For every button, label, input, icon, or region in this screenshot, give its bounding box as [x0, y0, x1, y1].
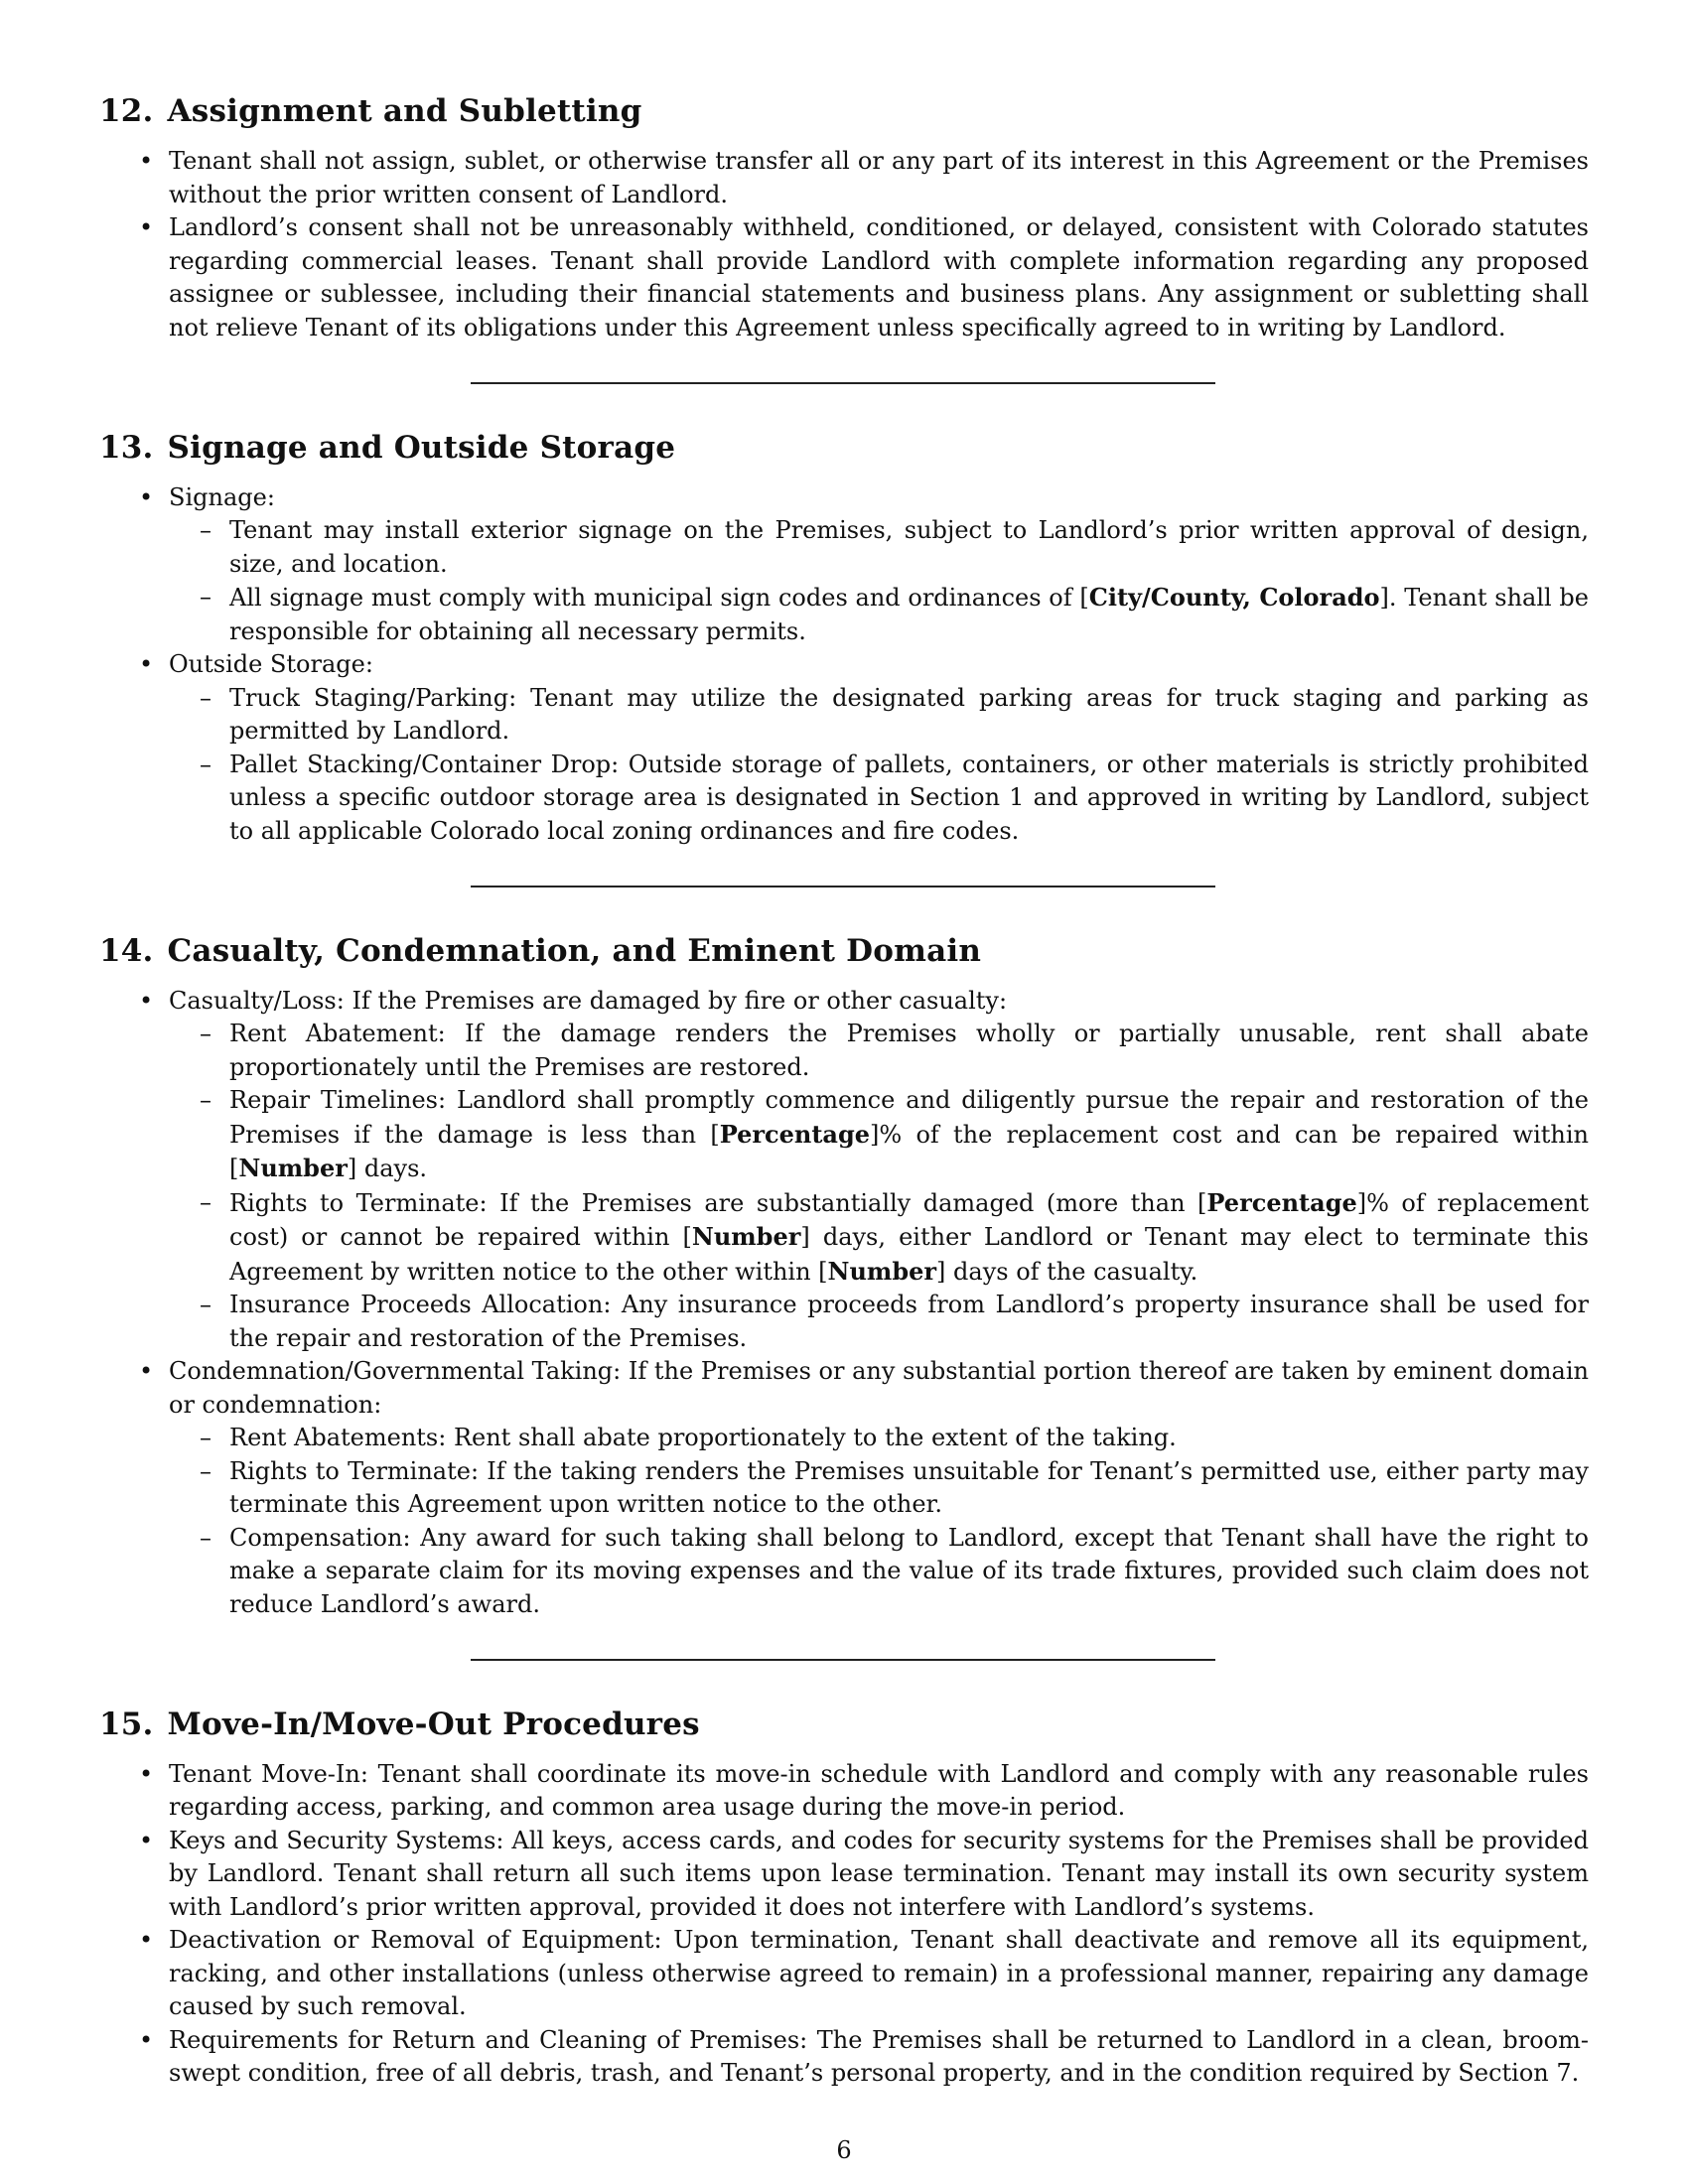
list-item: – Rights to Terminate: If the taking renders the Premises unsuitable for Tenant’s permitted use, either party may terminate this Agreement upon written notice to the other. — [229, 1455, 1589, 1522]
list-item: – Pallet Stacking/Container Drop: Outside storage of pallets, containers, or other materials is strictly prohibited unless a specific outdoor storage area is designated in Section 1 and approved in writing by Landlord, subject to all applicable Colorado local zoning ordinances and fire codes. — [229, 749, 1589, 849]
page-number: 6 — [836, 2136, 852, 2164]
list-item: • Tenant Move-In: Tenant shall coordinate its move-in schedule with Landlord and comply with any reasonable rules regarding access, parking, and common area usage during the move-in period. — [169, 1758, 1589, 1825]
list-item: – All signage must comply with municipal sign codes and ordinances of [City/County, Colorado]. Tenant shall be responsible for obtaining all necessary permits. — [229, 581, 1589, 648]
list-item: – Compensation: Any award for such taking shall belong to Landlord, except that Tenant shall have the right to make a separate claim for its moving expenses and the value of its trade fixtures, provided such claim does not reduce Landlord’s award. — [229, 1522, 1589, 1622]
section-15-heading: 15. Move-In/Move-Out Procedures — [99, 1706, 700, 1742]
section-15-list — [99, 1758, 1589, 2091]
list-item: • Landlord’s consent shall not be unreasonably withheld, conditioned, or delayed, consistent with Colorado statutes regarding commercial leases. Tenant shall provide Landlord with complete information regarding any proposed assignee or sublessee, including their financial statements and business plans. Any assignment or subletting shall not relieve Tenant of its obligations under this Agreement unless specifically agreed to in writing by Landlord. — [169, 211, 1589, 344]
section-divider — [471, 886, 1215, 887]
list-item: – Tenant may install exterior signage on the Premises, subject to Landlord’s prior written approval of design, size, and location. — [229, 514, 1589, 581]
section-14-list — [99, 985, 1589, 1622]
list-item: – Rights to Terminate: If the Premises are substantially damaged (more than [Percentage]% of replacement cost) or cannot be repaired within [Number] days, either Landlord or Tenant may elect to terminate this Agreement by written notice to the other within [Number] days of the casualty. — [229, 1186, 1589, 1290]
list-item: – Rent Abatements: Rent shall abate proportionately to the extent of the taking. — [229, 1422, 1589, 1455]
list-item: • Condemnation/Governmental Taking: If the Premises or any substantial portion thereof are taken by eminent domain or condemnation: – Rent Abatements: Rent shall abate proportionately to the extent of the taking. – Rights to Terminate: If the taking renders the Premises unsuitable for Tenant’s permitted use, either party may terminate this Agreement upon written notice to the other. – Compensation: Any award for such taking shall belong to Landlord, except that Tenant shall have the right to make a separate claim for its moving expenses and the value of its trade fixtures, provided such claim does not reduce Landlord’s award. — [169, 1355, 1589, 1621]
list-item: • Keys and Security Systems: All keys, access cards, and codes for security systems for the Premises shall be provided by Landlord. Tenant shall return all such items upon lease termination. Tenant may install its own security system with Landlord’s prior written approval, provided it does not interfere with Landlord’s systems. — [169, 1825, 1589, 1925]
section-13-list — [99, 481, 1589, 849]
list-item: • Casualty/Loss: If the Premises are damaged by fire or other casualty: – Rent Abatement: If the damage renders the Premises wholly or partially unusable, rent shall abate proportionately until the Premises are restored. – Repair Timelines: Landlord shall promptly commence and diligently pursue the repair and restoration of the Premises if the damage is less than [Percentage]% of the replacement cost and can be repaired within [Number] days. – Rights to Terminate: If the Premises are substantially damaged (more than [Percentage]% of replacement cost) or cannot be repaired within [Number] days, either Landlord or Tenant may elect to terminate this Agreement by written notice to the other within [Number] days of the casualty. – Insurance Proceeds Allocation: Any insurance proceeds from Landlord’s property insurance shall be used for the repair and restoration of the Premises. — [169, 985, 1589, 1356]
signage-sublist — [169, 514, 1589, 648]
document-page — [99, 91, 1589, 2091]
list-item: • Signage: – Tenant may install exterior signage on the Premises, subject to Landlord’s prior written approval of design, size, and location. – All signage must comply with municipal sign codes and ordinances of [City/County, Colorado]. Tenant shall be responsible for obtaining all necessary permits. — [169, 481, 1589, 649]
section-12-list — [99, 145, 1589, 344]
list-item: • Requirements for Return and Cleaning of Premises: The Premises shall be returned to Landlord in a clean, broom-swept condition, free of all debris, trash, and Tenant’s personal property, and in the condition required by Section 7. — [169, 2024, 1589, 2091]
section-divider — [471, 1659, 1215, 1661]
list-item: – Truck Staging/Parking: Tenant may utilize the designated parking areas for truck staging and parking as permitted by Landlord. — [229, 682, 1589, 749]
section-divider — [471, 382, 1215, 384]
condemnation-sublist — [169, 1422, 1589, 1621]
list-item: – Insurance Proceeds Allocation: Any insurance proceeds from Landlord’s property insurance shall be used for the repair and restoration of the Premises. — [229, 1289, 1589, 1355]
list-item: • Outside Storage: – Truck Staging/Parking: Tenant may utilize the designated parking areas for truck staging and parking as permitted by Landlord. – Pallet Stacking/Container Drop: Outside storage of pallets, containers, or other materials is strictly prohibited unless a specific outdoor storage area is designated in Section 1 and approved in writing by Landlord, subject to all applicable Colorado local zoning ordinances and fire codes. — [169, 648, 1589, 848]
list-item: – Rent Abatement: If the damage renders the Premises wholly or partially unusable, rent shall abate proportionately until the Premises are restored. — [229, 1018, 1589, 1084]
storage-sublist — [169, 682, 1589, 849]
list-item: – Repair Timelines: Landlord shall promptly commence and diligently pursue the repair and restoration of the Premises if the damage is less than [Percentage]% of the replacement cost and can be repaired within [Number] days. — [229, 1084, 1589, 1186]
list-item: • Deactivation or Removal of Equipment: Upon termination, Tenant shall deactivate and remove all its equipment, racking, and other installations (unless otherwise agreed to remain) in a professional manner, repairing any damage caused by such removal. — [169, 1924, 1589, 2024]
list-item: • Tenant shall not assign, sublet, or otherwise transfer all or any part of its interest in this Agreement or the Premises without the prior written consent of Landlord. — [169, 145, 1589, 211]
section-14-heading: 14. Casualty, Condemnation, and Eminent Domain — [99, 932, 982, 969]
section-13-heading: 13. Signage and Outside Storage — [99, 429, 676, 466]
casualty-sublist — [169, 1018, 1589, 1355]
section-12-heading: 12. Assignment and Subletting — [99, 93, 642, 129]
